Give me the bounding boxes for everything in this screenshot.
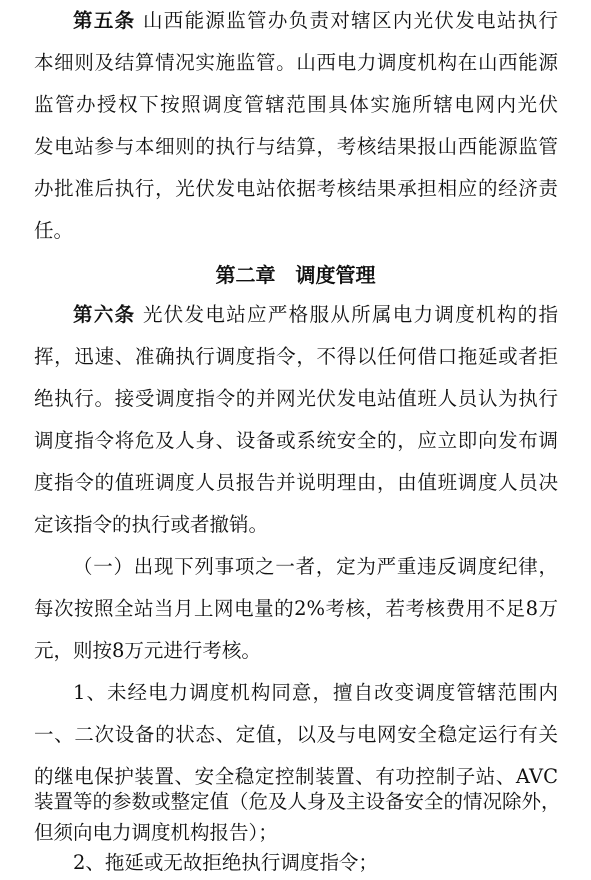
article5-line-2: 本细则及结算情况实施监管。山西电力调度机构在山西能源 — [34, 51, 558, 74]
sub1-line-3: 的继电保护装置、安全稳定控制装置、有功控制子站、AVC — [34, 765, 558, 788]
article6-line-2: 挥，迅速、准确执行调度指令，不得以任何借口拖延或者拒 — [34, 345, 558, 368]
article6-line-6: 定该指令的执行或者撤销。 — [34, 513, 269, 536]
sub2-line-1: 2、拖延或无故拒绝执行调度指令； — [73, 851, 378, 874]
article5-line-5: 办批准后执行，光伏发电站依据考核结果承担相应的经济责 — [34, 177, 558, 200]
article5-line-4: 发电站参与本细则的执行与结算，考核结果报山西能源监管 — [34, 135, 558, 158]
sub1-line-1: 1、未经电力调度机构同意，擅自改变调度管辖范围内 — [73, 681, 558, 704]
chapter-heading: 第二章 调度管理 — [215, 263, 376, 287]
article6-line-4: 调度指令将危及人身、设备或系统安全的，应立即向发布调 — [34, 429, 558, 452]
article5-line-3: 监管办授权下按照调度管辖范围具体实施所辖电网内光伏 — [34, 93, 558, 116]
article5-label: 第五条 — [73, 9, 136, 32]
item1-line-1: （一）出现下列事项之一者，定为严重违反调度纪律， — [73, 555, 558, 578]
sub1-line-4: 装置等的参数或整定值（危及人身及主设备安全的情况除外， — [34, 790, 561, 813]
sub1-line-5: 但须向电力调度机构报告）； — [34, 821, 278, 844]
article5-line-1 — [34, 0, 558, 42]
article6-label: 第六条 — [73, 303, 136, 326]
item1-line-2: 每次按照全站当月上网电量的2%考核，若考核费用不足8万 — [34, 597, 558, 620]
article6-line-1 — [34, 294, 558, 336]
sub1-line-2: 一、二次设备的状态、定值，以及与电网安全稳定运行有关 — [34, 723, 558, 746]
article6-line-5: 度指令的值班调度人员报告并说明理由，由值班调度人员决 — [34, 471, 558, 494]
article5-line-6: 任。 — [34, 219, 74, 242]
article5-text-1: 山西能源监管办负责对辖区内光伏发电站执行 — [135, 9, 558, 32]
item1-line-3: 元，则按8万元进行考核。 — [34, 639, 261, 662]
article6-line-3: 绝执行。接受调度指令的并网光伏发电站值班人员认为执行 — [34, 387, 558, 410]
article6-text-1: 光伏发电站应严格服从所属电力调度机构的指 — [135, 303, 558, 326]
